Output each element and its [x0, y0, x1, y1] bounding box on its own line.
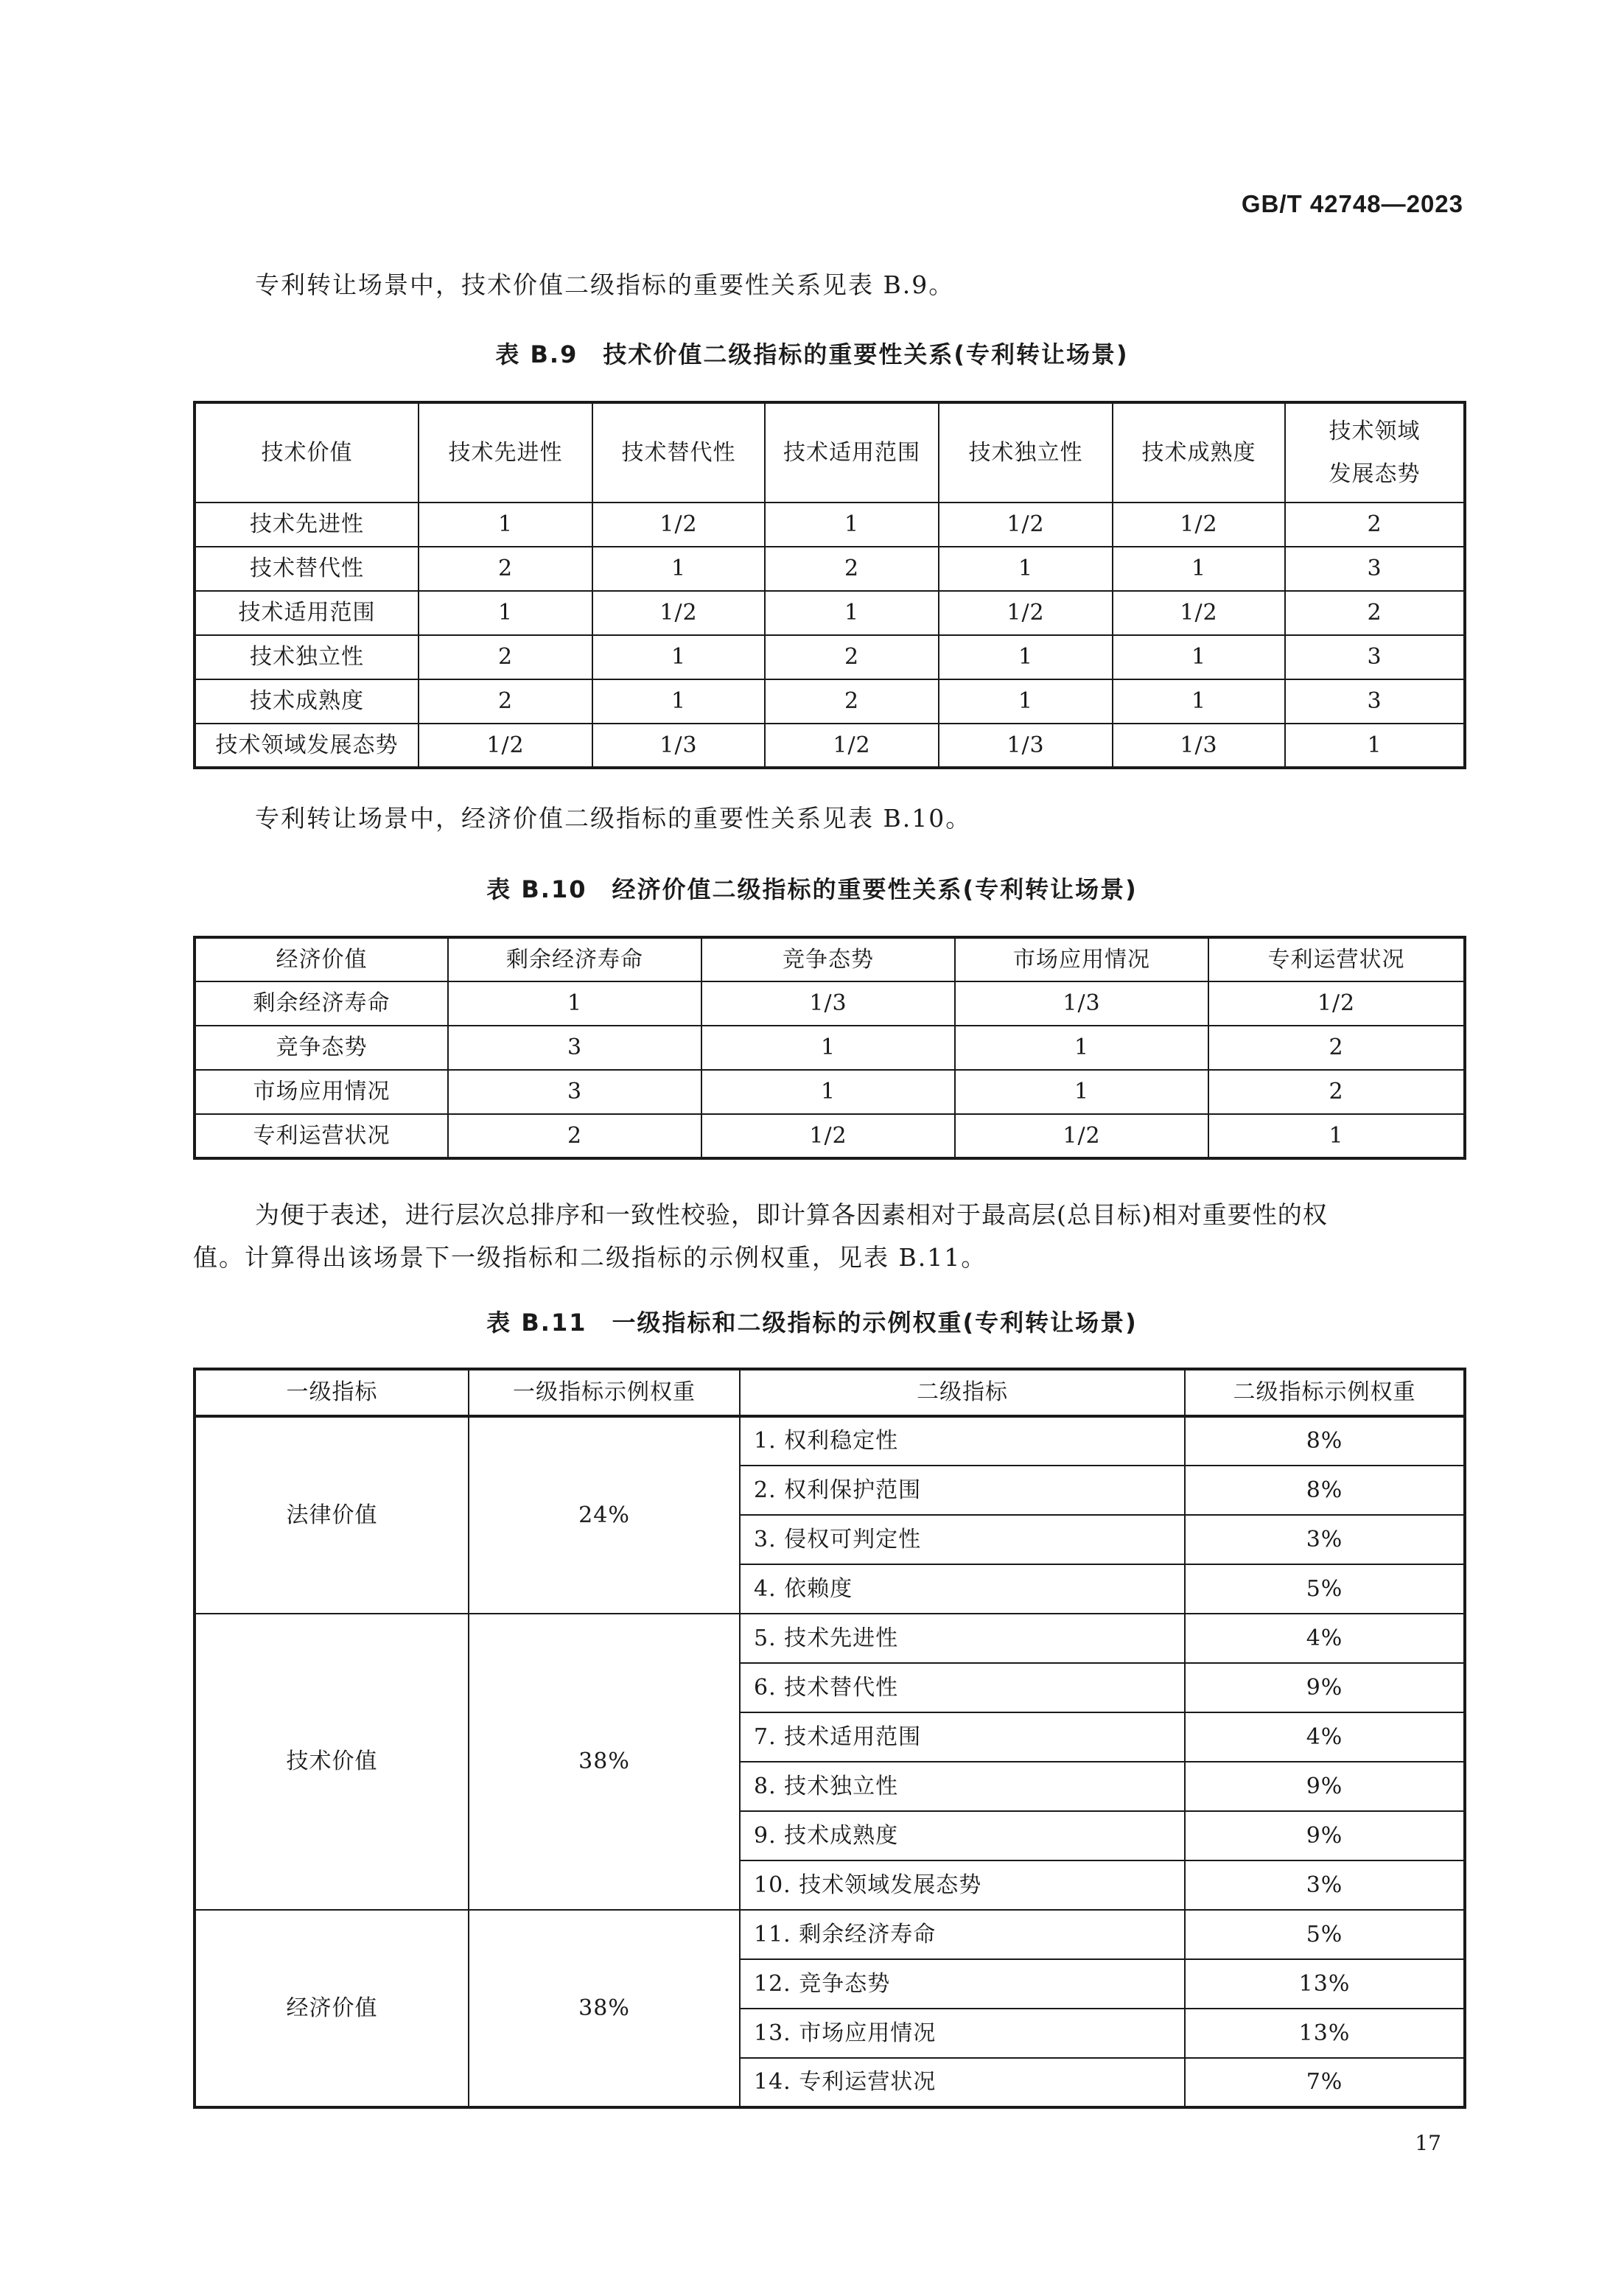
table-b9-caption: 表 B.9 技术价值二级指标的重要性关系(专利转让场景) — [495, 340, 1129, 368]
table-b11 — [193, 1368, 1466, 2109]
table-cell: 1 — [1285, 724, 1465, 768]
indicator-weight-cell: 3% — [1185, 1860, 1465, 1910]
table-cell: 技术替代性 — [195, 547, 419, 591]
group-name-cell: 法律价值 — [195, 1416, 469, 1614]
table-cell: 2 — [1285, 591, 1465, 635]
table-b9 — [193, 401, 1466, 769]
table-cell: 1/2 — [592, 503, 765, 547]
indicator-cell: 10. 技术领域发展态势 — [740, 1860, 1185, 1910]
table-cell: 技术独立性 — [195, 635, 419, 679]
indicator-cell: 6. 技术替代性 — [740, 1663, 1185, 1712]
indicator-weight-cell: 7% — [1185, 2058, 1465, 2107]
indicator-cell: 4. 依赖度 — [740, 1564, 1185, 1614]
group-weight-cell: 24% — [469, 1416, 740, 1614]
indicator-cell: 8. 技术独立性 — [740, 1762, 1185, 1811]
indicator-cell: 14. 专利运营状况 — [740, 2058, 1185, 2107]
table-cell: 3 — [448, 1026, 701, 1070]
table-cell: 2 — [1208, 1026, 1465, 1070]
table-cell: 1/2 — [1208, 981, 1465, 1026]
table-cell: 1 — [939, 635, 1113, 679]
indicator-cell: 7. 技术适用范围 — [740, 1712, 1185, 1762]
table-cell: 1 — [419, 503, 592, 547]
table-cell: 2 — [765, 635, 939, 679]
standard-number: GB/T 42748—2023 — [1241, 190, 1463, 217]
paragraph-b9-intro: 专利转让场景中，技术价值二级指标的重要性关系见表 B.9。 — [255, 270, 955, 299]
table-cell: 2 — [419, 679, 592, 724]
table-b11-header-row — [195, 1369, 1465, 1416]
table-cell: 技术领域发展态势 — [195, 724, 419, 768]
table-cell: 1 — [955, 1026, 1208, 1070]
table-cell: 2 — [765, 547, 939, 591]
table-cell: 3 — [1285, 679, 1465, 724]
table-cell: 3 — [448, 1070, 701, 1114]
paragraph-b11-intro-line2: 值。计算得出该场景下一级指标和二级指标的示例权重，见表 B.11。 — [193, 1243, 987, 1272]
table-b10-header-cell: 剩余经济寿命 — [448, 937, 701, 981]
table-cell: 3 — [1285, 635, 1465, 679]
table-cell: 市场应用情况 — [195, 1070, 448, 1114]
indicator-weight-cell: 9% — [1185, 1811, 1465, 1860]
table-cell: 1/2 — [1113, 591, 1285, 635]
indicator-cell: 2. 权利保护范围 — [740, 1466, 1185, 1515]
table-cell: 竞争态势 — [195, 1026, 448, 1070]
table-cell: 1 — [1113, 547, 1285, 591]
group-weight-cell: 38% — [469, 1910, 740, 2107]
indicator-weight-cell: 4% — [1185, 1614, 1465, 1663]
table-b9-header-row — [195, 402, 1465, 503]
table-row — [195, 724, 1465, 768]
table-b9-header-cell: 技术适用范围 — [765, 402, 939, 503]
table-row — [195, 1026, 1465, 1070]
table-b10-header-cell: 市场应用情况 — [955, 937, 1208, 981]
table-b9-header-cell — [1285, 402, 1465, 503]
table-cell: 1/3 — [1113, 724, 1285, 768]
indicator-weight-cell: 13% — [1185, 2009, 1465, 2058]
table-row — [195, 981, 1465, 1026]
table-cell: 1/3 — [592, 724, 765, 768]
table-cell: 2 — [448, 1114, 701, 1158]
indicator-cell: 1. 权利稳定性 — [740, 1416, 1185, 1466]
table-row — [195, 1070, 1465, 1114]
table-row — [195, 1416, 1465, 1466]
indicator-weight-cell: 5% — [1185, 1910, 1465, 1959]
group-weight-cell: 38% — [469, 1614, 740, 1910]
table-b10-header-cell: 经济价值 — [195, 937, 448, 981]
table-cell: 1 — [1113, 679, 1285, 724]
table-cell: 1 — [448, 981, 701, 1026]
table-cell: 1 — [419, 591, 592, 635]
table-row — [195, 1910, 1465, 1959]
table-cell: 技术适用范围 — [195, 591, 419, 635]
table-b9-header-cell: 技术成熟度 — [1113, 402, 1285, 503]
table-cell: 技术先进性 — [195, 503, 419, 547]
table-cell: 1 — [939, 547, 1113, 591]
indicator-weight-cell: 9% — [1185, 1762, 1465, 1811]
table-row — [195, 1614, 1465, 1663]
table-cell: 1/2 — [1113, 503, 1285, 547]
group-name-cell: 技术价值 — [195, 1614, 469, 1910]
table-row — [195, 591, 1465, 635]
indicator-cell: 13. 市场应用情况 — [740, 2009, 1185, 2058]
table-cell: 2 — [1285, 503, 1465, 547]
table-cell: 1/2 — [765, 724, 939, 768]
table-b9-header-cell: 技术独立性 — [939, 402, 1113, 503]
indicator-weight-cell: 5% — [1185, 1564, 1465, 1614]
table-b9-header-cell: 技术先进性 — [419, 402, 592, 503]
indicator-cell: 5. 技术先进性 — [740, 1614, 1185, 1663]
table-cell: 2 — [765, 679, 939, 724]
table-cell: 1/2 — [939, 503, 1113, 547]
indicator-weight-cell: 9% — [1185, 1663, 1465, 1712]
table-b10-header-cell: 竞争态势 — [701, 937, 955, 981]
table-b10 — [193, 936, 1466, 1160]
table-cell: 1/3 — [939, 724, 1113, 768]
table-cell: 1 — [592, 679, 765, 724]
table-cell: 1/2 — [939, 591, 1113, 635]
table-cell: 1 — [701, 1070, 955, 1114]
paragraph-b11-intro-line1: 为便于表述，进行层次总排序和一致性校验，即计算各因素相对于最高层(总目标)相对重要性的权 — [255, 1200, 1328, 1229]
table-cell: 1/2 — [592, 591, 765, 635]
table-cell: 剩余经济寿命 — [195, 981, 448, 1026]
table-cell: 1/2 — [701, 1114, 955, 1158]
indicator-cell: 11. 剩余经济寿命 — [740, 1910, 1185, 1959]
table-cell: 1 — [701, 1026, 955, 1070]
paragraph-b10-intro: 专利转让场景中，经济价值二级指标的重要性关系见表 B.10。 — [255, 804, 972, 833]
table-cell: 1/2 — [419, 724, 592, 768]
table-b9-header-line: 技术领域 — [1329, 418, 1421, 444]
table-b11-header-cell: 二级指标示例权重 — [1185, 1369, 1465, 1416]
table-b11-header-cell: 一级指标 — [195, 1369, 469, 1416]
table-b10-header-cell: 专利运营状况 — [1208, 937, 1465, 981]
page-number: 17 — [1415, 2131, 1441, 2155]
table-cell: 1 — [955, 1070, 1208, 1114]
table-b9-header-line: 发展态势 — [1329, 461, 1421, 487]
table-b11-header-cell: 一级指标示例权重 — [469, 1369, 740, 1416]
table-row — [195, 635, 1465, 679]
table-cell: 2 — [419, 635, 592, 679]
table-cell: 技术成熟度 — [195, 679, 419, 724]
table-cell: 1/3 — [955, 981, 1208, 1026]
table-b10-header-row — [195, 937, 1465, 981]
table-cell: 3 — [1285, 547, 1465, 591]
table-row — [195, 547, 1465, 591]
table-cell: 1 — [1113, 635, 1285, 679]
indicator-weight-cell: 8% — [1185, 1466, 1465, 1515]
table-cell: 1/3 — [701, 981, 955, 1026]
table-cell: 1 — [765, 503, 939, 547]
table-cell: 1 — [1208, 1114, 1465, 1158]
indicator-cell: 3. 侵权可判定性 — [740, 1515, 1185, 1564]
table-cell: 1 — [939, 679, 1113, 724]
indicator-weight-cell: 3% — [1185, 1515, 1465, 1564]
table-cell: 专利运营状况 — [195, 1114, 448, 1158]
table-cell: 1/2 — [955, 1114, 1208, 1158]
table-cell: 2 — [1208, 1070, 1465, 1114]
table-b11-header-cell: 二级指标 — [740, 1369, 1185, 1416]
table-b10-caption: 表 B.10 经济价值二级指标的重要性关系(专利转让场景) — [486, 875, 1138, 903]
indicator-cell: 9. 技术成熟度 — [740, 1811, 1185, 1860]
indicator-weight-cell: 8% — [1185, 1416, 1465, 1466]
table-cell: 1 — [592, 635, 765, 679]
table-row — [195, 679, 1465, 724]
table-row — [195, 1114, 1465, 1158]
group-name-cell: 经济价值 — [195, 1910, 469, 2107]
table-cell: 2 — [419, 547, 592, 591]
indicator-cell: 12. 竞争态势 — [740, 1959, 1185, 2009]
table-cell: 1 — [592, 547, 765, 591]
table-cell: 1 — [765, 591, 939, 635]
table-row — [195, 503, 1465, 547]
table-b9-header-cell: 技术价值 — [195, 402, 419, 503]
indicator-weight-cell: 13% — [1185, 1959, 1465, 2009]
table-b11-caption: 表 B.11 一级指标和二级指标的示例权重(专利转让场景) — [486, 1309, 1138, 1337]
indicator-weight-cell: 4% — [1185, 1712, 1465, 1762]
table-b9-header-cell: 技术替代性 — [592, 402, 765, 503]
